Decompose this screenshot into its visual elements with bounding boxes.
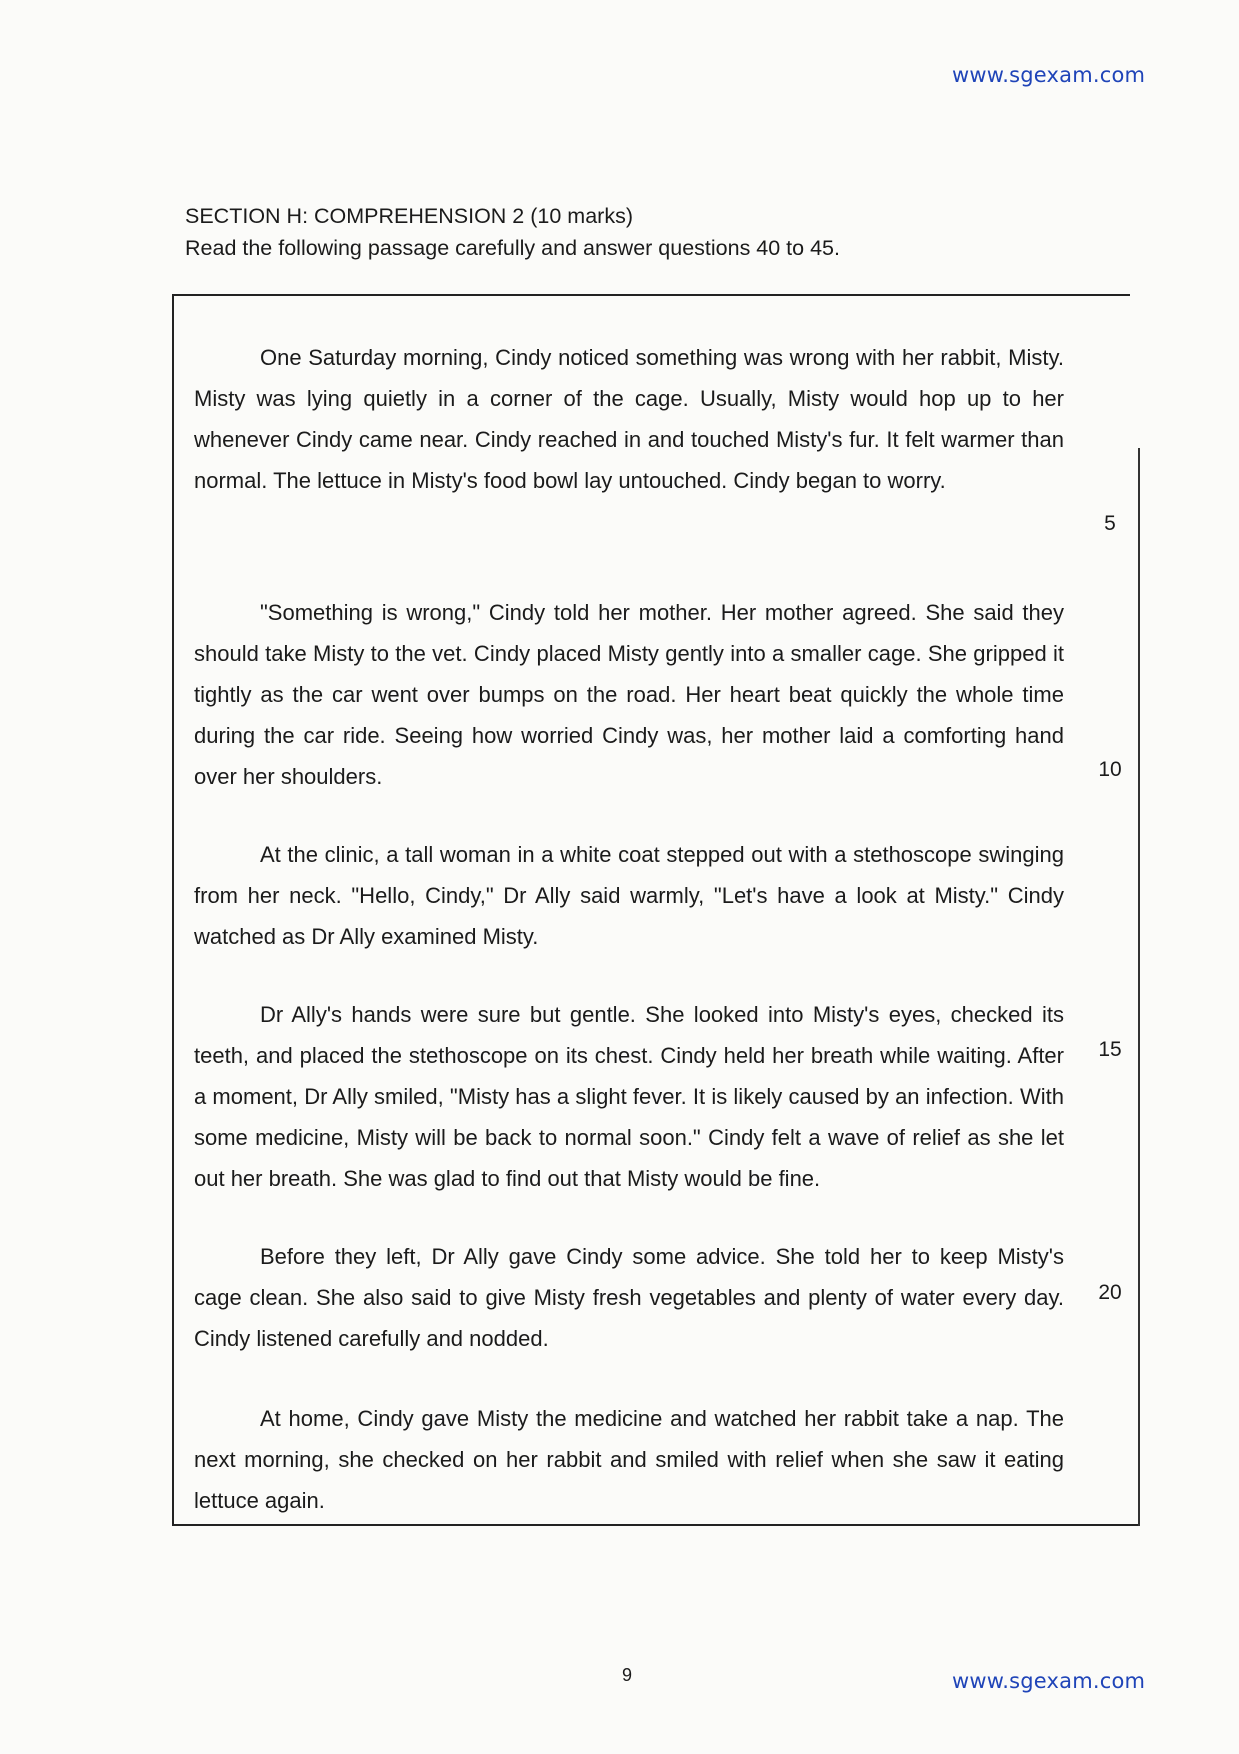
- passage-paragraph-1: One Saturday morning, Cindy noticed something was wrong with her rabbit, Misty. Misty was lying quietly in a corner of the cage. Usually, Misty would hop up to her whenever Cindy came near. Cindy reached in and touched Misty's fur. It felt warmer than normal. The lettuce in Misty's food bowl lay untouched. Cindy began to worry.: [194, 345, 1064, 493]
- line-number-15: 15: [1098, 1038, 1122, 1061]
- passage-paragraph-3: At the clinic, a tall woman in a white coat stepped out with a stethoscope swinging from her neck. "Hello, Cindy," Dr Ally said warmly, "Let's have a look at Misty." Cindy watched as Dr Ally examined Misty.: [194, 842, 1064, 949]
- line-number-10: 10: [1098, 758, 1122, 781]
- site-link-bottom[interactable]: www.sgexam.com: [952, 1669, 1146, 1693]
- passage-box-right-border: [1138, 448, 1140, 1526]
- page-number: 9: [622, 1665, 633, 1685]
- passage-paragraph-2: "Something is wrong," Cindy told her mother. Her mother agreed. She said they should take Misty to the vet. Cindy placed Misty gently into a smaller cage. She gripped it tightly as the car went over bumps on the road. Her heart beat quickly the whole time during the car ride. Seeing how worried Cindy was, her mother laid a comforting hand over her shoulders.: [194, 600, 1064, 789]
- line-number-20: 20: [1098, 1281, 1122, 1304]
- passage-paragraph-5: Before they left, Dr Ally gave Cindy some advice. She told her to keep Misty's cage clean. She also said to give Misty fresh vegetables and plenty of water every day. Cindy listened carefully and nodded.: [194, 1244, 1064, 1351]
- passage-paragraph-6: At home, Cindy gave Misty the medicine and watched her rabbit take a nap. The next morning, she checked on her rabbit and smiled with relief when she saw it eating lettuce again.: [194, 1406, 1064, 1513]
- line-number-5: 5: [1104, 512, 1116, 535]
- passage-box-top-border: [172, 294, 1130, 296]
- passage-paragraph-4: Dr Ally's hands were sure but gentle. She looked into Misty's eyes, checked its teeth, and placed the stethoscope on its chest. Cindy held her breath while waiting. After a moment, Dr Ally smiled, "Misty has a slight fever. It is likely caused by an infection. With some medicine, Misty will be back to normal soon." Cindy felt a wave of relief as she let out her breath. She was glad to find out that Misty would be fine.: [194, 1002, 1064, 1191]
- site-link-top[interactable]: www.sgexam.com: [952, 63, 1146, 87]
- section-title: SECTION H: COMPREHENSION 2 (10 marks): [185, 204, 633, 228]
- section-instruction: Read the following passage carefully and answer questions 40 to 45.: [185, 236, 840, 260]
